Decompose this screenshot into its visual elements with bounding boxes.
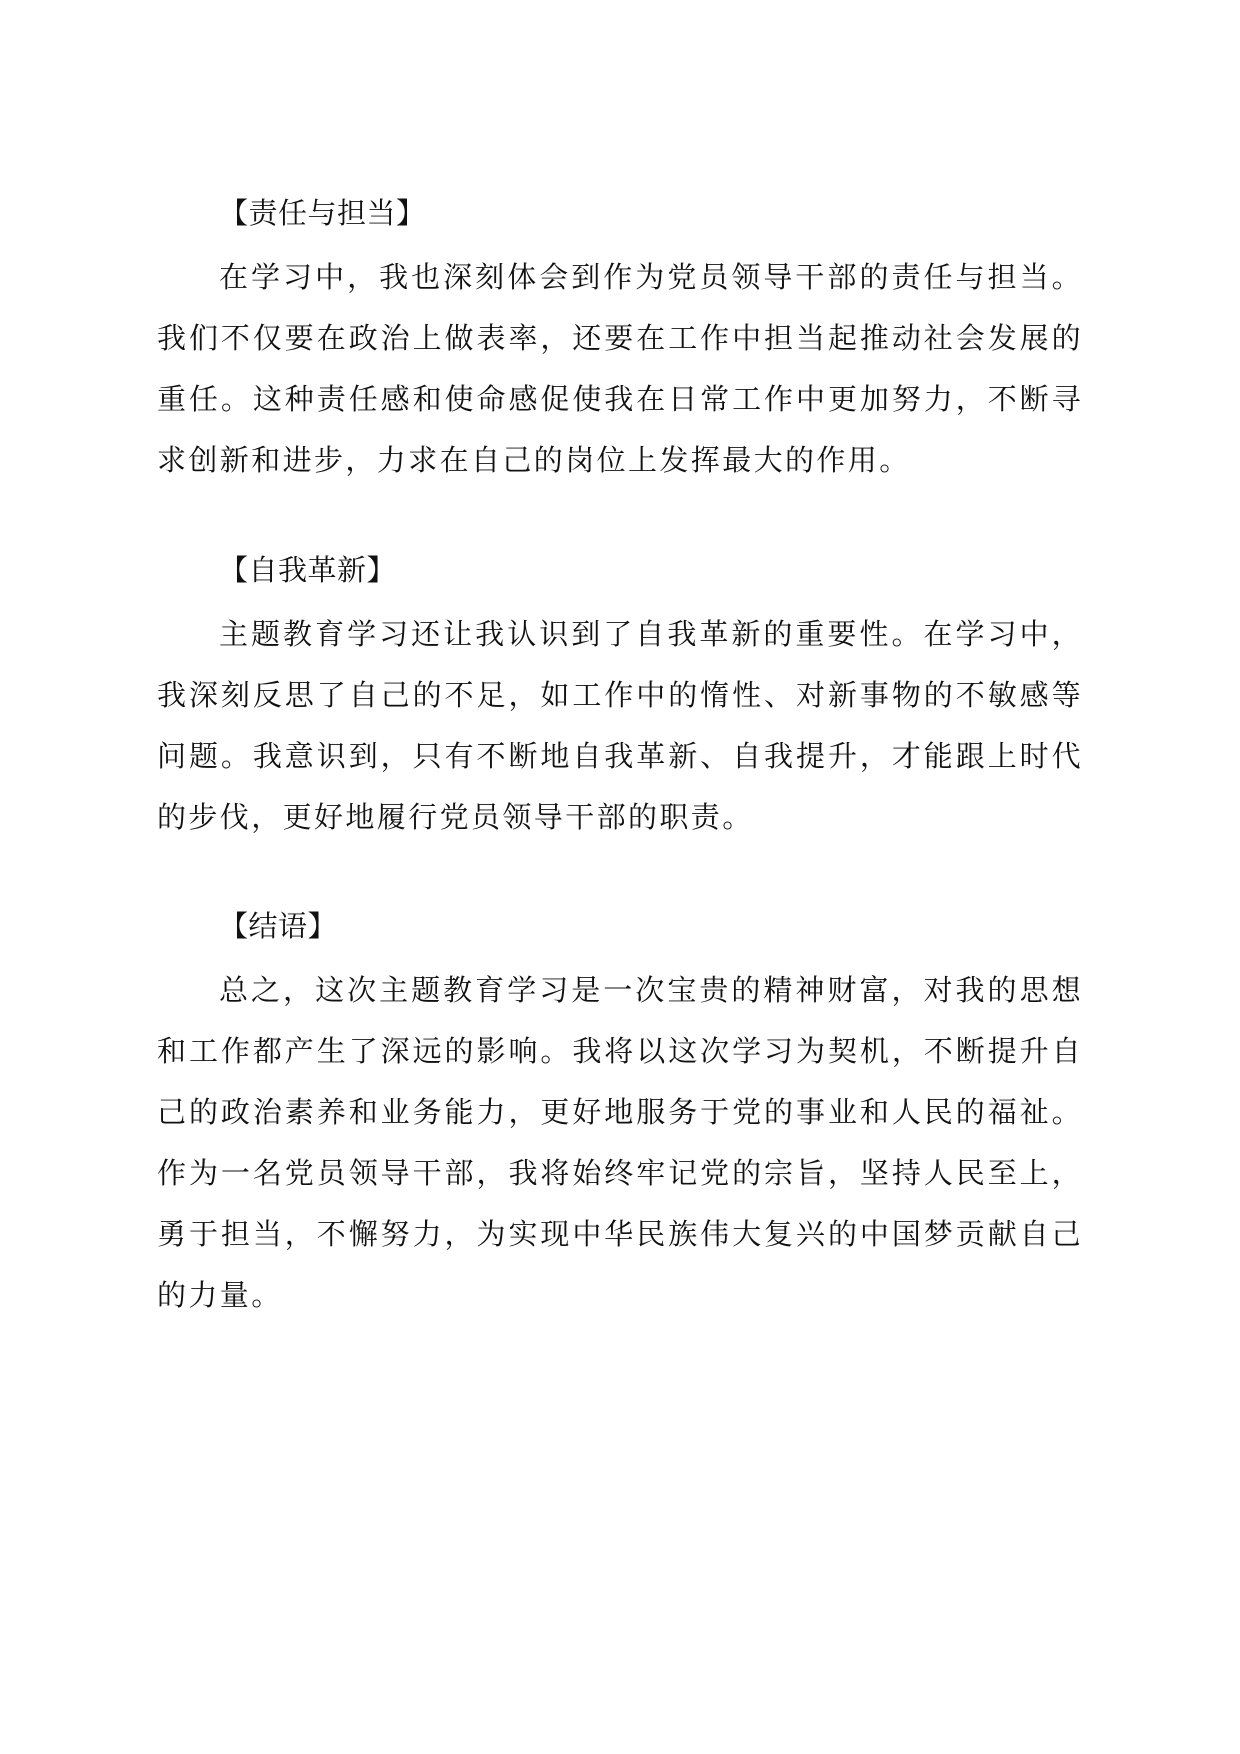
section-heading: 【自我革新】	[219, 553, 397, 587]
section-responsibility	[157, 198, 1083, 491]
section-paragraph: 主题教育学习还让我认识到了自我革新的重要性。在学习中，我深刻反思了自己的不足，如工作中的惰性、对新事物的不敏感等问题。我意识到，只有不断地自我革新、自我提升，才能跟上时代的步伐，更好地履行党员领导干部的职责。	[157, 617, 1083, 834]
section-heading: 【责任与担当】	[219, 196, 426, 230]
section-paragraph: 在学习中，我也深刻体会到作为党员领导干部的责任与担当。我们不仅要在政治上做表率，还要在工作中担当起推动社会发展的重任。这种责任感和使命感促使我在日常工作中更加努力，不断寻求创新和进步，力求在自己的岗位上发挥最大的作用。	[157, 260, 1083, 477]
section-paragraph: 总之，这次主题教育学习是一次宝贵的精神财富，对我的思想和工作都产生了深远的影响。我将以这次学习为契机，不断提升自己的政治素养和业务能力，更好地服务于党的事业和人民的福祉。作为一名党员领导干部，我将始终牢记党的宗旨，坚持人民至上，勇于担当，不懈努力，为实现中华民族伟大复兴的中国梦贡献自己的力量。	[157, 973, 1083, 1312]
section-heading: 【结语】	[219, 909, 338, 943]
section-self-renewal	[157, 555, 1083, 848]
section-conclusion	[157, 911, 1083, 1326]
